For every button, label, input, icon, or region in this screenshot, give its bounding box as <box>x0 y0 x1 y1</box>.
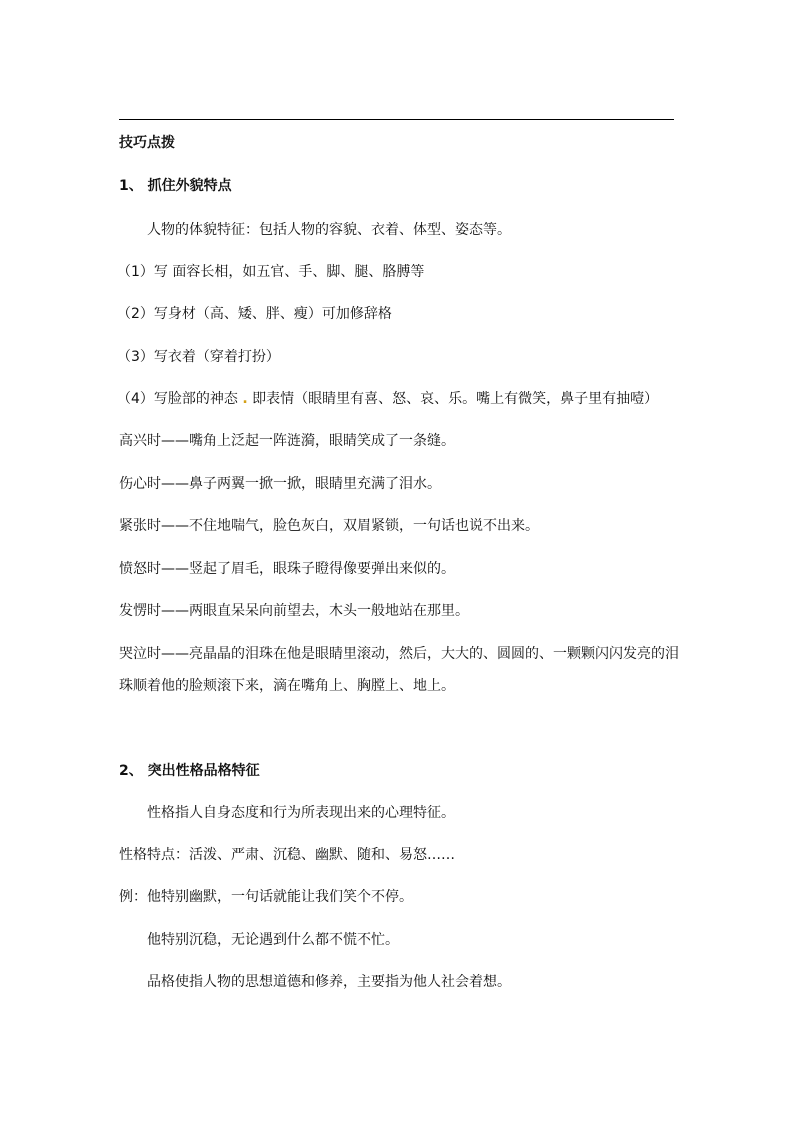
example-sad: 伤心时——鼻子两翼一掀一掀，眼睛里充满了泪水。 <box>119 476 441 492</box>
example-nervous: 紧张时——不住地喘气，脸色灰白，双眉紧锁，一句话也说不出来。 <box>119 518 539 534</box>
example-crying-line2: 珠顺着他的脸颊滚下来，滴在嘴角上、胸膛上、地上。 <box>119 678 455 694</box>
example-crying-line1: 哭泣时——亮晶晶的泪珠在他是眼睛里滚动，然后，大大的、圆圆的、一颗颗闪闪发亮的泪 <box>119 646 679 662</box>
morality-definition: 品格使指人物的思想道德和修养，主要指为他人社会着想。 <box>147 974 511 990</box>
traits-list: 性格特点：活泼、严肃、沉稳、幽默、随和、易怒…… <box>119 847 455 863</box>
list-item-expression <box>117 390 658 408</box>
example-stunned: 发愣时——两眼直呆呆向前望去，木头一般地站在那里。 <box>119 603 469 619</box>
intro-appearance: 人物的体貌特征：包括人物的容貌、衣着、体型、姿态等。 <box>147 222 511 238</box>
example-humor: 例：他特别幽默，一句话就能让我们笑个不停。 <box>119 889 413 905</box>
list-item-expression-label: （4）写脸部的神态 <box>117 391 238 407</box>
example-happy: 高兴时——嘴角上泛起一阵涟漪，眼睛笑成了一条缝。 <box>119 433 455 449</box>
section-title: 技巧点拨 <box>119 135 175 151</box>
heading-character: 2、 突出性格品格特征 <box>119 763 260 779</box>
intro-character: 性格指人自身态度和行为所表现出来的心理特征。 <box>147 805 455 821</box>
heading-appearance: 1、 抓住外貌特点 <box>119 178 232 194</box>
highlight-dot: . <box>242 391 248 407</box>
list-item-expression-detail: 即表情（眼睛里有喜、怒、哀、乐。嘴上有微笑，鼻子里有抽噎） <box>252 391 659 407</box>
example-angry: 愤怒时——竖起了眉毛，眼珠子瞪得像要弹出来似的。 <box>119 561 455 577</box>
list-item-face: （1）写 面容长相，如五官、手、脚、腿、胳膊等 <box>117 264 425 280</box>
example-calm: 他特别沉稳，无论遇到什么都不慌不忙。 <box>147 932 399 948</box>
list-item-body: （2）写身材（高、矮、胖、瘦）可加修辞格 <box>117 306 392 322</box>
header-rule <box>119 119 674 120</box>
list-item-clothing: （3）写衣着（穿着打扮） <box>117 349 280 365</box>
